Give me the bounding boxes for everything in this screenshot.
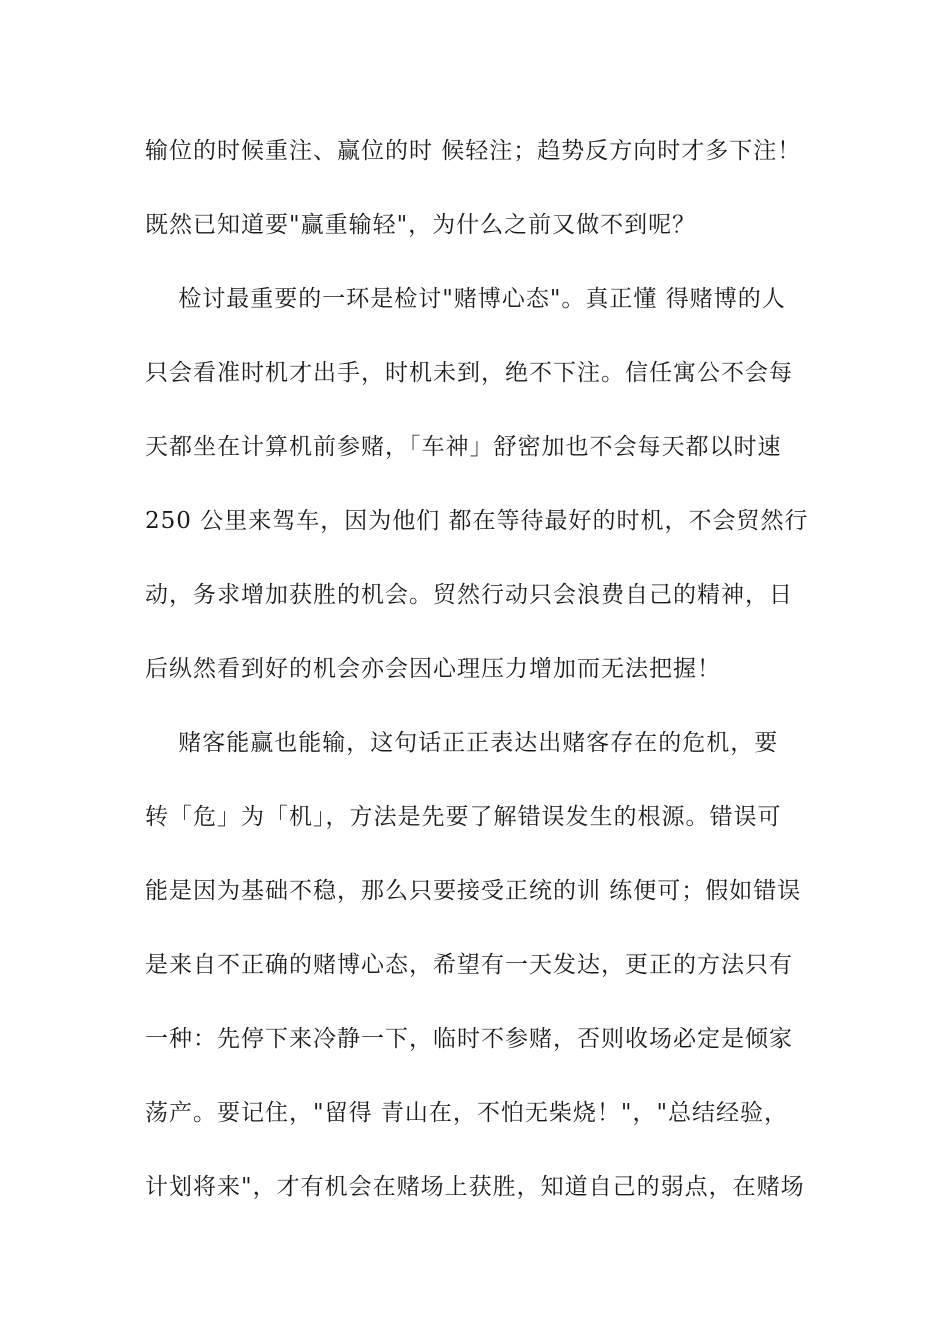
text-line: 只会看准时机才出手，时机未到，绝不下注。信任寓公不会每 [145,360,793,386]
text-line: 检讨最重要的一环是检讨"赌博心态"。真正懂 得赌博的人 [145,286,786,312]
text-line: 是来自不正确的赌博心态，希望有一天发达，更正的方法只有 [145,952,793,978]
text-line: 转「危」为「机」，方法是先要了解错误发生的根源。错误可 [145,804,782,830]
text-line: 天都坐在计算机前参赌，「车神」舒密加也不会每天都以时速 [145,434,782,460]
text-line: 后纵然看到好的机会亦会因心理压力增加而无法把握！ [145,656,721,682]
text-line: 荡产。要记住，"留得 青山在，不怕无柴烧！"，"总结经验， [145,1100,789,1126]
text-line: 一种：先停下来冷静一下，临时不参赌，否则收场必定是倾家 [145,1026,793,1052]
text-line: 输位的时候重注、赢位的时 候轻注；趋势反方向时才多下注！ [145,138,802,164]
text-line: 250 公里来驾车，因为他们 都在等待最好的时机，不会贸然行 [145,508,809,534]
text-line: 赌客能赢也能输，这句话正正表达出赌客存在的危机，要 [145,730,779,756]
document-body [145,126,815,1236]
text-line: 既然已知道要"赢重输轻"，为什么之前又做不到呢？ [145,212,697,238]
text-line: 计划将来"，才有机会在赌场上获胜，知道自己的弱点，在赌场 [145,1174,805,1200]
text-line: 动，务求增加获胜的机会。贸然行动只会浪费自己的精神，日 [145,582,793,608]
text-line: 能是因为基础不稳，那么只要接受正统的训 练便可；假如错误 [145,878,802,904]
